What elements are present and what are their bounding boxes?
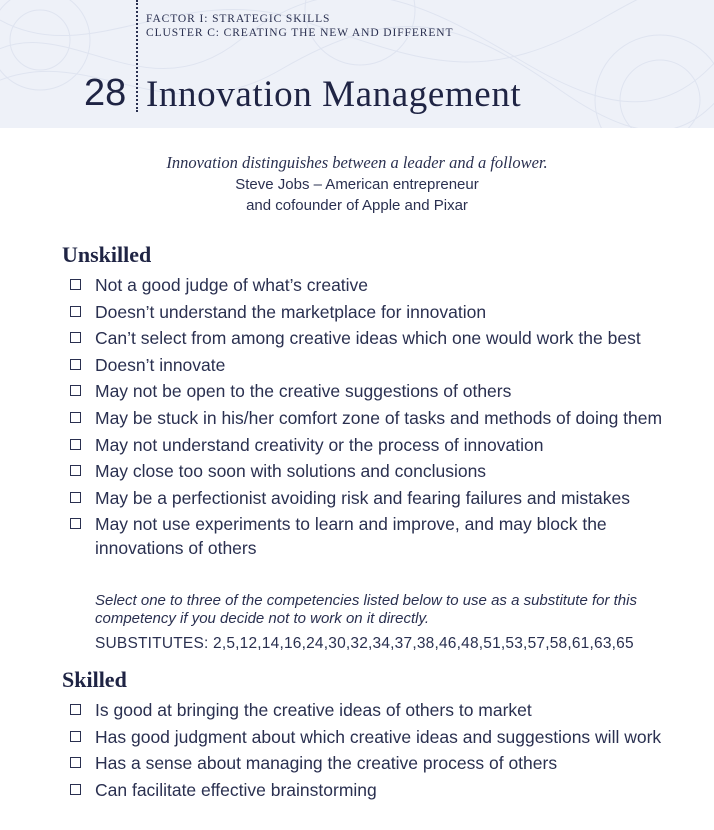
quote-author-line2: and cofounder of Apple and Pixar: [246, 197, 468, 214]
unskilled-item: Can’t select from among creative ideas which one would work the best: [70, 326, 690, 350]
quote-author-line1: Steve Jobs – American entrepreneur: [235, 176, 479, 193]
checkbox[interactable]: [70, 704, 81, 715]
unskilled-item: May be a perfectionist avoiding risk and fearing failures and mistakes: [70, 486, 690, 510]
skilled-list: [70, 698, 690, 804]
substitutes-list: SUBSTITUTES: 2,5,12,14,16,24,30,32,34,37,38,46,48,51,53,57,58,61,63,65: [95, 635, 634, 652]
unskilled-item: Not a good judge of what’s creative: [70, 273, 690, 297]
unskilled-list: [70, 273, 690, 563]
header-banner: [0, 0, 714, 128]
checkbox[interactable]: [70, 731, 81, 742]
checkbox[interactable]: [70, 279, 81, 290]
checkbox[interactable]: [70, 492, 81, 503]
unskilled-item: Doesn’t innovate: [70, 353, 690, 377]
unskilled-heading: Unskilled: [62, 242, 152, 267]
checkbox[interactable]: [70, 359, 81, 370]
skilled-item: Has a sense about managing the creative process of others: [70, 751, 690, 775]
quote-text: Innovation distinguishes between a leader and a follower.: [166, 153, 548, 172]
unskilled-item: May not use experiments to learn and improve, and may block the innovations of others: [70, 512, 690, 560]
unskilled-item: May not be open to the creative suggestions of others: [70, 379, 690, 403]
substitutes-note: Select one to three of the competencies listed below to use as a substitute for this competency if you decide not to work on it directly.: [95, 592, 637, 627]
checkbox[interactable]: [70, 757, 81, 768]
page-title: Innovation Management: [146, 74, 522, 115]
competency-number: 28: [84, 72, 127, 114]
checkbox[interactable]: [70, 784, 81, 795]
skilled-item: Is good at bringing the creative ideas of others to market: [70, 698, 690, 722]
checkbox[interactable]: [70, 306, 81, 317]
checkbox[interactable]: [70, 412, 81, 423]
skilled-heading: Skilled: [62, 667, 127, 692]
unskilled-item: May be stuck in his/her comfort zone of tasks and methods of doing them: [70, 406, 690, 430]
checkbox[interactable]: [70, 332, 81, 343]
quote-block: [0, 152, 714, 216]
skilled-item: Has good judgment about which creative ideas and suggestions will work: [70, 725, 690, 749]
skilled-item: Can facilitate effective brainstorming: [70, 778, 690, 802]
unskilled-item: May not understand creativity or the process of innovation: [70, 433, 690, 457]
header-dotted-divider: [136, 0, 138, 112]
unskilled-item: May close too soon with solutions and conclusions: [70, 459, 690, 483]
checkbox[interactable]: [70, 465, 81, 476]
factor-label: FACTOR I: STRATEGIC SKILLS: [146, 13, 331, 25]
cluster-label: CLUSTER C: CREATING THE NEW AND DIFFERENT: [146, 27, 454, 39]
checkbox[interactable]: [70, 439, 81, 450]
checkbox[interactable]: [70, 518, 81, 529]
unskilled-item: Doesn’t understand the marketplace for innovation: [70, 300, 690, 324]
checkbox[interactable]: [70, 385, 81, 396]
